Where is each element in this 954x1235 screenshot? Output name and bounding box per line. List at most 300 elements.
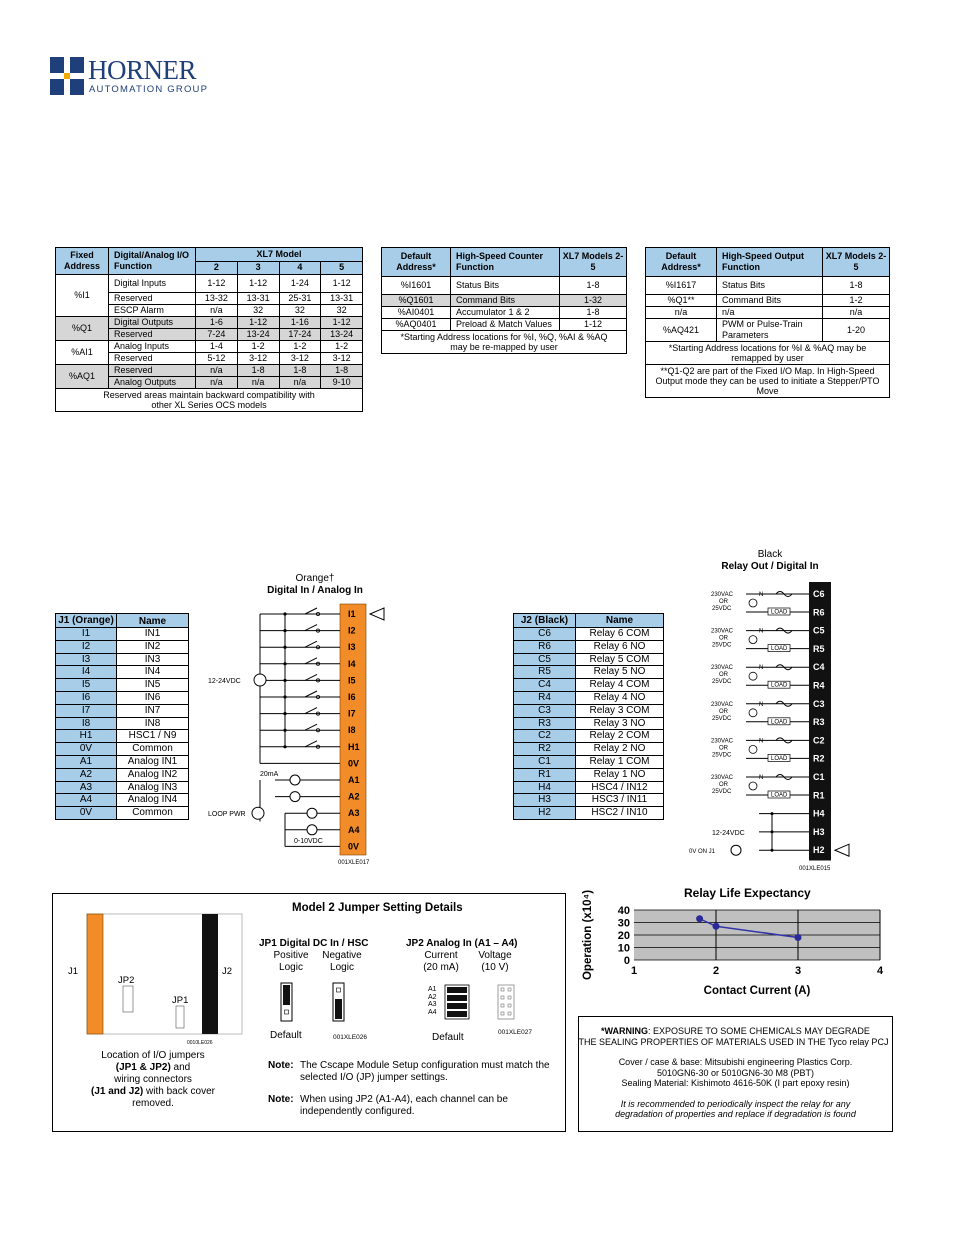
table-cell: %I1 — [56, 275, 109, 317]
table-cell: R5 — [514, 666, 576, 679]
svg-text:LOAD: LOAD — [771, 719, 788, 726]
table-cell: I5 — [56, 679, 117, 692]
col-default-address: Default Address* — [646, 248, 717, 277]
logo-text: HORNER — [88, 55, 197, 85]
j2-pin-label: R3 — [813, 717, 825, 728]
j2-pin-label: C3 — [813, 698, 825, 709]
j1-title: Digital In / Analog In — [267, 585, 363, 596]
voltage-label: 0-10VDC — [294, 837, 323, 845]
diagram-code: 001XLE015 — [799, 866, 831, 872]
table-cell: 13-24 — [237, 329, 279, 341]
j1-pin-label: A1 — [348, 775, 360, 785]
table-cell: I1 — [56, 628, 117, 641]
pin-row — [514, 691, 664, 704]
svg-text:25VDC: 25VDC — [712, 679, 732, 686]
table-cell: Reserved — [109, 293, 196, 305]
pin-row — [514, 768, 664, 781]
table-cell: 1-6 — [196, 317, 238, 329]
y-axis-label: Operation (x10⁴) — [582, 889, 594, 981]
col-j1: J1 (Orange) — [56, 614, 117, 628]
j2-pin-label: C6 — [813, 589, 825, 599]
table-cell: 1-2 — [321, 341, 363, 353]
supply-label: 12-24VDC — [208, 678, 241, 685]
pin-row — [56, 768, 189, 781]
table-cell: 13-31 — [321, 293, 363, 305]
table-cell: C4 — [514, 679, 576, 692]
relay-supply-label: 230VAC — [711, 738, 733, 745]
note-2: Note: When using JP2 (A1-A4), each channel can be independently configured. — [268, 1094, 508, 1117]
j1-pin-label: I5 — [348, 675, 356, 686]
table-cell: R2 — [514, 743, 576, 756]
pin-row — [56, 755, 189, 768]
svg-text:25VDC: 25VDC — [712, 789, 732, 795]
relay-supply-label: 230VAC — [711, 628, 733, 635]
table-cell: 3-12 — [279, 353, 321, 365]
table-cell: Status Bits — [451, 277, 560, 295]
table-row — [382, 277, 627, 295]
svg-text:N: N — [759, 592, 764, 598]
jp1-code: 001XLE026 — [333, 1034, 367, 1041]
table-note-2: **Q1-Q2 are part of the Fixed I/O Map. In High-Speed Output mode they can be used to initiate a Stepper/PTO Move — [646, 365, 890, 398]
table-cell: 1-20 — [823, 319, 890, 342]
table-cell: Reserved — [109, 365, 196, 377]
j2-diagram-title — [700, 549, 840, 573]
j1-pin-label: H1 — [348, 741, 360, 752]
table-cell: 1-24 — [279, 275, 321, 293]
table-cell: I2 — [56, 640, 117, 653]
pin-row — [514, 755, 664, 768]
table-cell: 1-32 — [560, 295, 627, 307]
table-row — [646, 295, 890, 307]
svg-text:LOAD: LOAD — [771, 755, 788, 762]
table-cell: 25-31 — [279, 293, 321, 305]
pin-row — [56, 717, 189, 730]
table-cell: Relay 6 COM — [576, 628, 664, 641]
table-cell: 13-31 — [237, 293, 279, 305]
table-cell: n/a — [237, 377, 279, 389]
table-cell: Accumulator 1 & 2 — [451, 307, 560, 319]
table-cell: I7 — [56, 704, 117, 717]
col-model: XL7 Model — [196, 248, 363, 262]
model-header: 3 — [237, 261, 279, 275]
pin-row — [56, 679, 189, 692]
table-cell: Digital Outputs — [109, 317, 196, 329]
table-cell: 1-8 — [279, 365, 321, 377]
j1-diagram-title — [240, 573, 390, 597]
jp2-channel-label: A1 — [428, 986, 437, 993]
table-cell: IN5 — [117, 679, 189, 692]
horner-logo-icon — [50, 57, 84, 95]
pin-row — [56, 653, 189, 666]
table-cell: 1-8 — [560, 307, 627, 319]
model-header: 2 — [196, 261, 238, 275]
table-cell: %I1601 — [382, 277, 451, 295]
table-cell: IN8 — [117, 717, 189, 730]
table-cell: Analog IN2 — [117, 768, 189, 781]
relay-supply-label: 230VAC — [711, 665, 733, 672]
warning-box: *WARNING: EXPOSURE TO SOME CHEMICALS MAY DEGRADE THE SEALING PROPERTIES OF MATERIALS USED IN THE Tyco relay PCJ Cover / case & base: Mitsubishi engineering Plastics Corp. 5010GN6-30 or 5010GN6-30 M8 (PBT) Sealing Material: Kishimoto 4616-50K (I part epoxy resin) It is recommended to periodically inspect the relay for any degradation of properties and replace if degradation is found — [578, 1016, 893, 1132]
board-caption: Location of I/O jumpers (JP1 & JP2) and wiring connectors (J1 and J2) with back cover removed. — [91, 1050, 215, 1109]
j1-pin-label: I4 — [348, 658, 356, 669]
table-cell: Relay 4 COM — [576, 679, 664, 692]
relay-supply-label: 230VAC — [711, 775, 733, 781]
note-1: Note: The Cscape Module Setup configuration must match the selected I/O (JP) jumper settings. — [268, 1060, 550, 1083]
table-cell: C2 — [514, 730, 576, 743]
table-cell: %AI0401 — [382, 307, 451, 319]
table-cell: Analog Outputs — [109, 377, 196, 389]
table-cell: A3 — [56, 781, 117, 794]
j1-pin-label: I7 — [348, 708, 356, 719]
fixed-address-table — [55, 247, 363, 412]
col-function: High-Speed Output Function — [717, 248, 823, 277]
table-cell: R4 — [514, 691, 576, 704]
table-cell: ESCP Alarm — [109, 305, 196, 317]
table-cell: R1 — [514, 768, 576, 781]
table-cell: n/a — [823, 307, 890, 319]
table-cell: Command Bits — [717, 295, 823, 307]
col-function: High-Speed Counter Function — [451, 248, 560, 277]
table-cell: 1-16 — [279, 317, 321, 329]
table-cell: HSC1 / N9 — [117, 730, 189, 743]
table-row — [646, 319, 890, 342]
table-cell: R6 — [514, 640, 576, 653]
table-cell: n/a — [196, 365, 238, 377]
j1-pin-label: 0V — [348, 758, 360, 769]
j2-wiring-diagram — [684, 578, 884, 878]
table-cell: 13-24 — [321, 329, 363, 341]
j2-pin-label: R5 — [813, 643, 825, 654]
table-cell: Analog IN3 — [117, 781, 189, 794]
svg-text:LOAD: LOAD — [771, 792, 788, 799]
pin-row — [514, 640, 664, 653]
svg-text:25VDC: 25VDC — [712, 752, 732, 759]
pin-row — [514, 653, 664, 666]
table-cell: 0V — [56, 807, 117, 820]
j1-pin-table — [55, 613, 189, 820]
j1-pin-label: A2 — [348, 791, 360, 802]
table-cell: Relay 5 COM — [576, 653, 664, 666]
data-point — [696, 915, 703, 922]
table-cell: I3 — [56, 653, 117, 666]
loop-power-label: LOOP PWR — [208, 811, 246, 819]
pin-row — [514, 794, 664, 807]
table-row — [646, 277, 890, 295]
board-jp2-label: JP2 — [118, 975, 135, 986]
table-cell: H3 — [514, 794, 576, 807]
j1-pin-label: A4 — [348, 824, 360, 835]
y-tick-label: 40 — [617, 905, 630, 917]
table-cell: Analog IN4 — [117, 794, 189, 807]
table-row — [56, 275, 363, 293]
board-j2-label: J2 — [222, 966, 233, 977]
model-header: 4 — [279, 261, 321, 275]
svg-text:N: N — [759, 665, 764, 672]
table-cell: %AI1 — [56, 341, 109, 365]
svg-text:N: N — [759, 701, 764, 708]
jp1-jumper-graphic — [280, 982, 360, 1024]
col-name: Name — [576, 614, 664, 628]
table-cell: I8 — [56, 717, 117, 730]
j2-pin-label: R1 — [813, 790, 825, 801]
table-cell: %Q1** — [646, 295, 717, 307]
table-note: *Starting Address locations for %I & %AQ may be remapped by user — [646, 342, 890, 365]
table-cell: HSC3 / IN11 — [576, 794, 664, 807]
j2-pin-label: C5 — [813, 625, 825, 636]
table-cell: %Q1601 — [382, 295, 451, 307]
jp2-code: 001XLE027 — [498, 1029, 532, 1036]
svg-text:OR: OR — [719, 635, 728, 642]
table-cell: %AQ0401 — [382, 319, 451, 331]
table-cell: Relay 1 NO — [576, 768, 664, 781]
chart-title: Relay Life Expectancy — [684, 886, 811, 900]
jumper-title: Model 2 Jumper Setting Details — [292, 902, 463, 914]
j1-color-label: Orange† — [295, 573, 335, 584]
col-models: XL7 Models 2-5 — [823, 248, 890, 277]
table-cell: %I1617 — [646, 277, 717, 295]
pin-row — [514, 717, 664, 730]
table-cell: 1-8 — [560, 277, 627, 295]
jp1-default: Default — [270, 1030, 302, 1041]
table-note: Reserved areas maintain backward compatibility with other XL Series OCS models — [56, 389, 363, 412]
table-cell: Analog Inputs — [109, 341, 196, 353]
y-tick-label: 30 — [617, 917, 630, 930]
y-tick-label: 10 — [617, 942, 630, 955]
j1-pin-label: I2 — [348, 625, 356, 636]
table-cell: 9-10 — [321, 377, 363, 389]
table-cell: H4 — [514, 781, 576, 794]
y-tick-label: 20 — [617, 930, 630, 942]
table-cell: Reserved — [109, 353, 196, 365]
table-cell: Analog IN1 — [117, 755, 189, 768]
pin-row — [56, 691, 189, 704]
table-cell: I4 — [56, 666, 117, 679]
table-cell: IN2 — [117, 640, 189, 653]
diagram-code: 001XLE017 — [338, 860, 370, 866]
j2-pin-label: R6 — [813, 607, 825, 618]
table-cell: HSC4 / IN12 — [576, 781, 664, 794]
table-cell: A1 — [56, 755, 117, 768]
x-tick-label: 4 — [876, 965, 884, 977]
table-row — [56, 317, 363, 329]
pin-row — [514, 743, 664, 756]
svg-text:25VDC: 25VDC — [712, 715, 732, 722]
table-cell: C3 — [514, 704, 576, 717]
table-cell: A4 — [56, 794, 117, 807]
pin-row — [514, 679, 664, 692]
j2-pin-label: H2 — [813, 845, 825, 856]
jp2-a-labels — [428, 986, 437, 1016]
table-cell: H1 — [56, 730, 117, 743]
table-cell: IN3 — [117, 653, 189, 666]
svg-text:LOAD: LOAD — [771, 609, 788, 616]
table-cell: Command Bits — [451, 295, 560, 307]
table-cell: 32 — [321, 305, 363, 317]
jp2-default: Default — [432, 1032, 464, 1043]
table-cell: 1-2 — [279, 341, 321, 353]
jp2-jumper-graphic — [444, 984, 524, 1020]
table-cell: 5-12 — [196, 353, 238, 365]
table-cell: R3 — [514, 717, 576, 730]
relay-supply-label: 230VAC — [711, 592, 733, 598]
table-cell: 1-8 — [823, 277, 890, 295]
table-cell: C1 — [514, 755, 576, 768]
j2-pin-label: R4 — [813, 680, 825, 691]
table-cell: 1-8 — [321, 365, 363, 377]
svg-text:LOAD: LOAD — [771, 682, 788, 689]
jp2-channel-label: A3 — [428, 1001, 437, 1009]
pin-row — [56, 704, 189, 717]
j1-wiring-diagram — [200, 600, 400, 870]
jp2-channel-label: A2 — [428, 993, 437, 1001]
col-function: Digital/Analog I/O Function — [109, 248, 196, 275]
table-cell: Relay 3 COM — [576, 704, 664, 717]
table-cell: Relay 3 NO — [576, 717, 664, 730]
col-j2: J2 (Black) — [514, 614, 576, 628]
table-cell: 1-12 — [196, 275, 238, 293]
svg-text:OR: OR — [719, 672, 728, 679]
table-cell: Digital Inputs — [109, 275, 196, 293]
table-cell: 1-12 — [560, 319, 627, 331]
model-header: 5 — [321, 261, 363, 275]
pin1-marker-icon — [370, 608, 384, 620]
jp2-title: JP2 Analog In (A1 – A4) — [406, 938, 518, 949]
j2-color-label: Black — [757, 549, 783, 560]
pin-row — [514, 628, 664, 641]
table-cell: IN4 — [117, 666, 189, 679]
table-cell: 1-12 — [237, 275, 279, 293]
table-cell: HSC2 / IN10 — [576, 807, 664, 820]
j2-pin-label: H3 — [813, 826, 825, 837]
table-cell: %AQ1 — [56, 365, 109, 389]
table-cell: IN1 — [117, 628, 189, 641]
table-cell: Relay 2 COM — [576, 730, 664, 743]
pin-row — [514, 730, 664, 743]
table-row — [56, 365, 363, 377]
table-cell: Relay 5 NO — [576, 666, 664, 679]
table-cell: Relay 4 NO — [576, 691, 664, 704]
table-cell: %Q1 — [56, 317, 109, 341]
board-jp1-label: JP1 — [172, 995, 189, 1006]
col-models: XL7 Models 2-5 — [560, 248, 627, 277]
table-cell: Status Bits — [717, 277, 823, 295]
svg-text:OR: OR — [719, 745, 728, 752]
hsc-table — [381, 247, 627, 354]
j2-pin-table — [513, 613, 664, 820]
table-cell: Preload & Match Values — [451, 319, 560, 331]
table-note: *Starting Address locations for %I, %Q, %AI & %AQ may be re-mapped by user — [382, 331, 627, 354]
j2-pin-label: C1 — [813, 772, 825, 782]
table-cell: n/a — [717, 307, 823, 319]
table-row — [382, 319, 627, 331]
table-cell: 13-32 — [196, 293, 238, 305]
data-point — [795, 934, 802, 941]
j2-pin-label: C4 — [813, 662, 825, 673]
board-illustration — [62, 908, 252, 1048]
table-cell: 1-8 — [237, 365, 279, 377]
board-code: 0010LE026 — [187, 1040, 213, 1046]
pin-row — [56, 781, 189, 794]
table-cell: 32 — [237, 305, 279, 317]
table-cell: Relay 1 COM — [576, 755, 664, 768]
pin-row — [56, 666, 189, 679]
table-cell: 0V — [56, 743, 117, 756]
table-cell: 17-24 — [279, 329, 321, 341]
j2-title: Relay Out / Digital In — [721, 561, 819, 572]
pin-row — [56, 807, 189, 820]
table-cell: Common — [117, 807, 189, 820]
x-tick-label: 3 — [794, 965, 802, 977]
table-cell: C5 — [514, 653, 576, 666]
relay-life-chart — [574, 880, 894, 1010]
pin-row — [514, 666, 664, 679]
table-cell: n/a — [196, 377, 238, 389]
table-cell: 1-2 — [823, 295, 890, 307]
j1-pin-label: I6 — [348, 692, 356, 702]
svg-text:25VDC: 25VDC — [712, 606, 732, 612]
jp1-title: JP1 Digital DC In / HSC — [259, 938, 369, 949]
svg-text:25VDC: 25VDC — [712, 642, 732, 649]
table-cell: C6 — [514, 628, 576, 641]
j1-pin-label: I1 — [348, 609, 356, 619]
table-cell: H2 — [514, 807, 576, 820]
table-cell: 1-12 — [321, 275, 363, 293]
data-point — [713, 923, 720, 930]
pin-row — [514, 807, 664, 820]
svg-text:N: N — [759, 775, 764, 781]
table-cell: n/a — [646, 307, 717, 319]
table-cell: 1-12 — [237, 317, 279, 329]
pin-row — [56, 743, 189, 756]
col-default-address: Default Address* — [382, 248, 451, 277]
pin-row — [514, 704, 664, 717]
svg-text:N: N — [759, 628, 764, 635]
table-cell: IN6 — [117, 691, 189, 704]
table-cell: I6 — [56, 691, 117, 704]
svg-text:N: N — [759, 738, 764, 745]
j1-pin-label: I3 — [348, 642, 356, 653]
j1-pin-label: 0V — [348, 841, 360, 852]
hso-table — [645, 247, 890, 398]
table-row — [382, 307, 627, 319]
table-cell: %AQ421 — [646, 319, 717, 342]
table-cell: n/a — [279, 377, 321, 389]
table-cell: Relay 6 NO — [576, 640, 664, 653]
j1-pin-label: I8 — [348, 725, 356, 736]
table-cell: n/a — [196, 305, 238, 317]
j1-pin-label: A3 — [348, 808, 360, 819]
x-tick-label: 2 — [712, 965, 720, 977]
table-row — [646, 307, 890, 319]
svg-text:OR: OR — [719, 599, 728, 605]
table-cell: 7-24 — [196, 329, 238, 341]
col-name: Name — [117, 614, 189, 628]
table-cell: Relay 2 NO — [576, 743, 664, 756]
table-row — [382, 295, 627, 307]
pin-row — [514, 781, 664, 794]
logo — [50, 57, 215, 97]
dc-supply-label: 12-24VDC — [712, 829, 745, 837]
x-tick-label: 1 — [630, 965, 638, 977]
current-label: 20mA — [260, 771, 279, 778]
table-row — [56, 341, 363, 353]
table-cell: IN7 — [117, 704, 189, 717]
table-cell: 32 — [279, 305, 321, 317]
table-cell: PWM or Pulse-Train Parameters — [717, 319, 823, 342]
pin-row — [56, 730, 189, 743]
table-cell: 3-12 — [237, 353, 279, 365]
board-j1-label: J1 — [68, 966, 79, 977]
x-axis-label: Contact Current (A) — [703, 985, 811, 997]
